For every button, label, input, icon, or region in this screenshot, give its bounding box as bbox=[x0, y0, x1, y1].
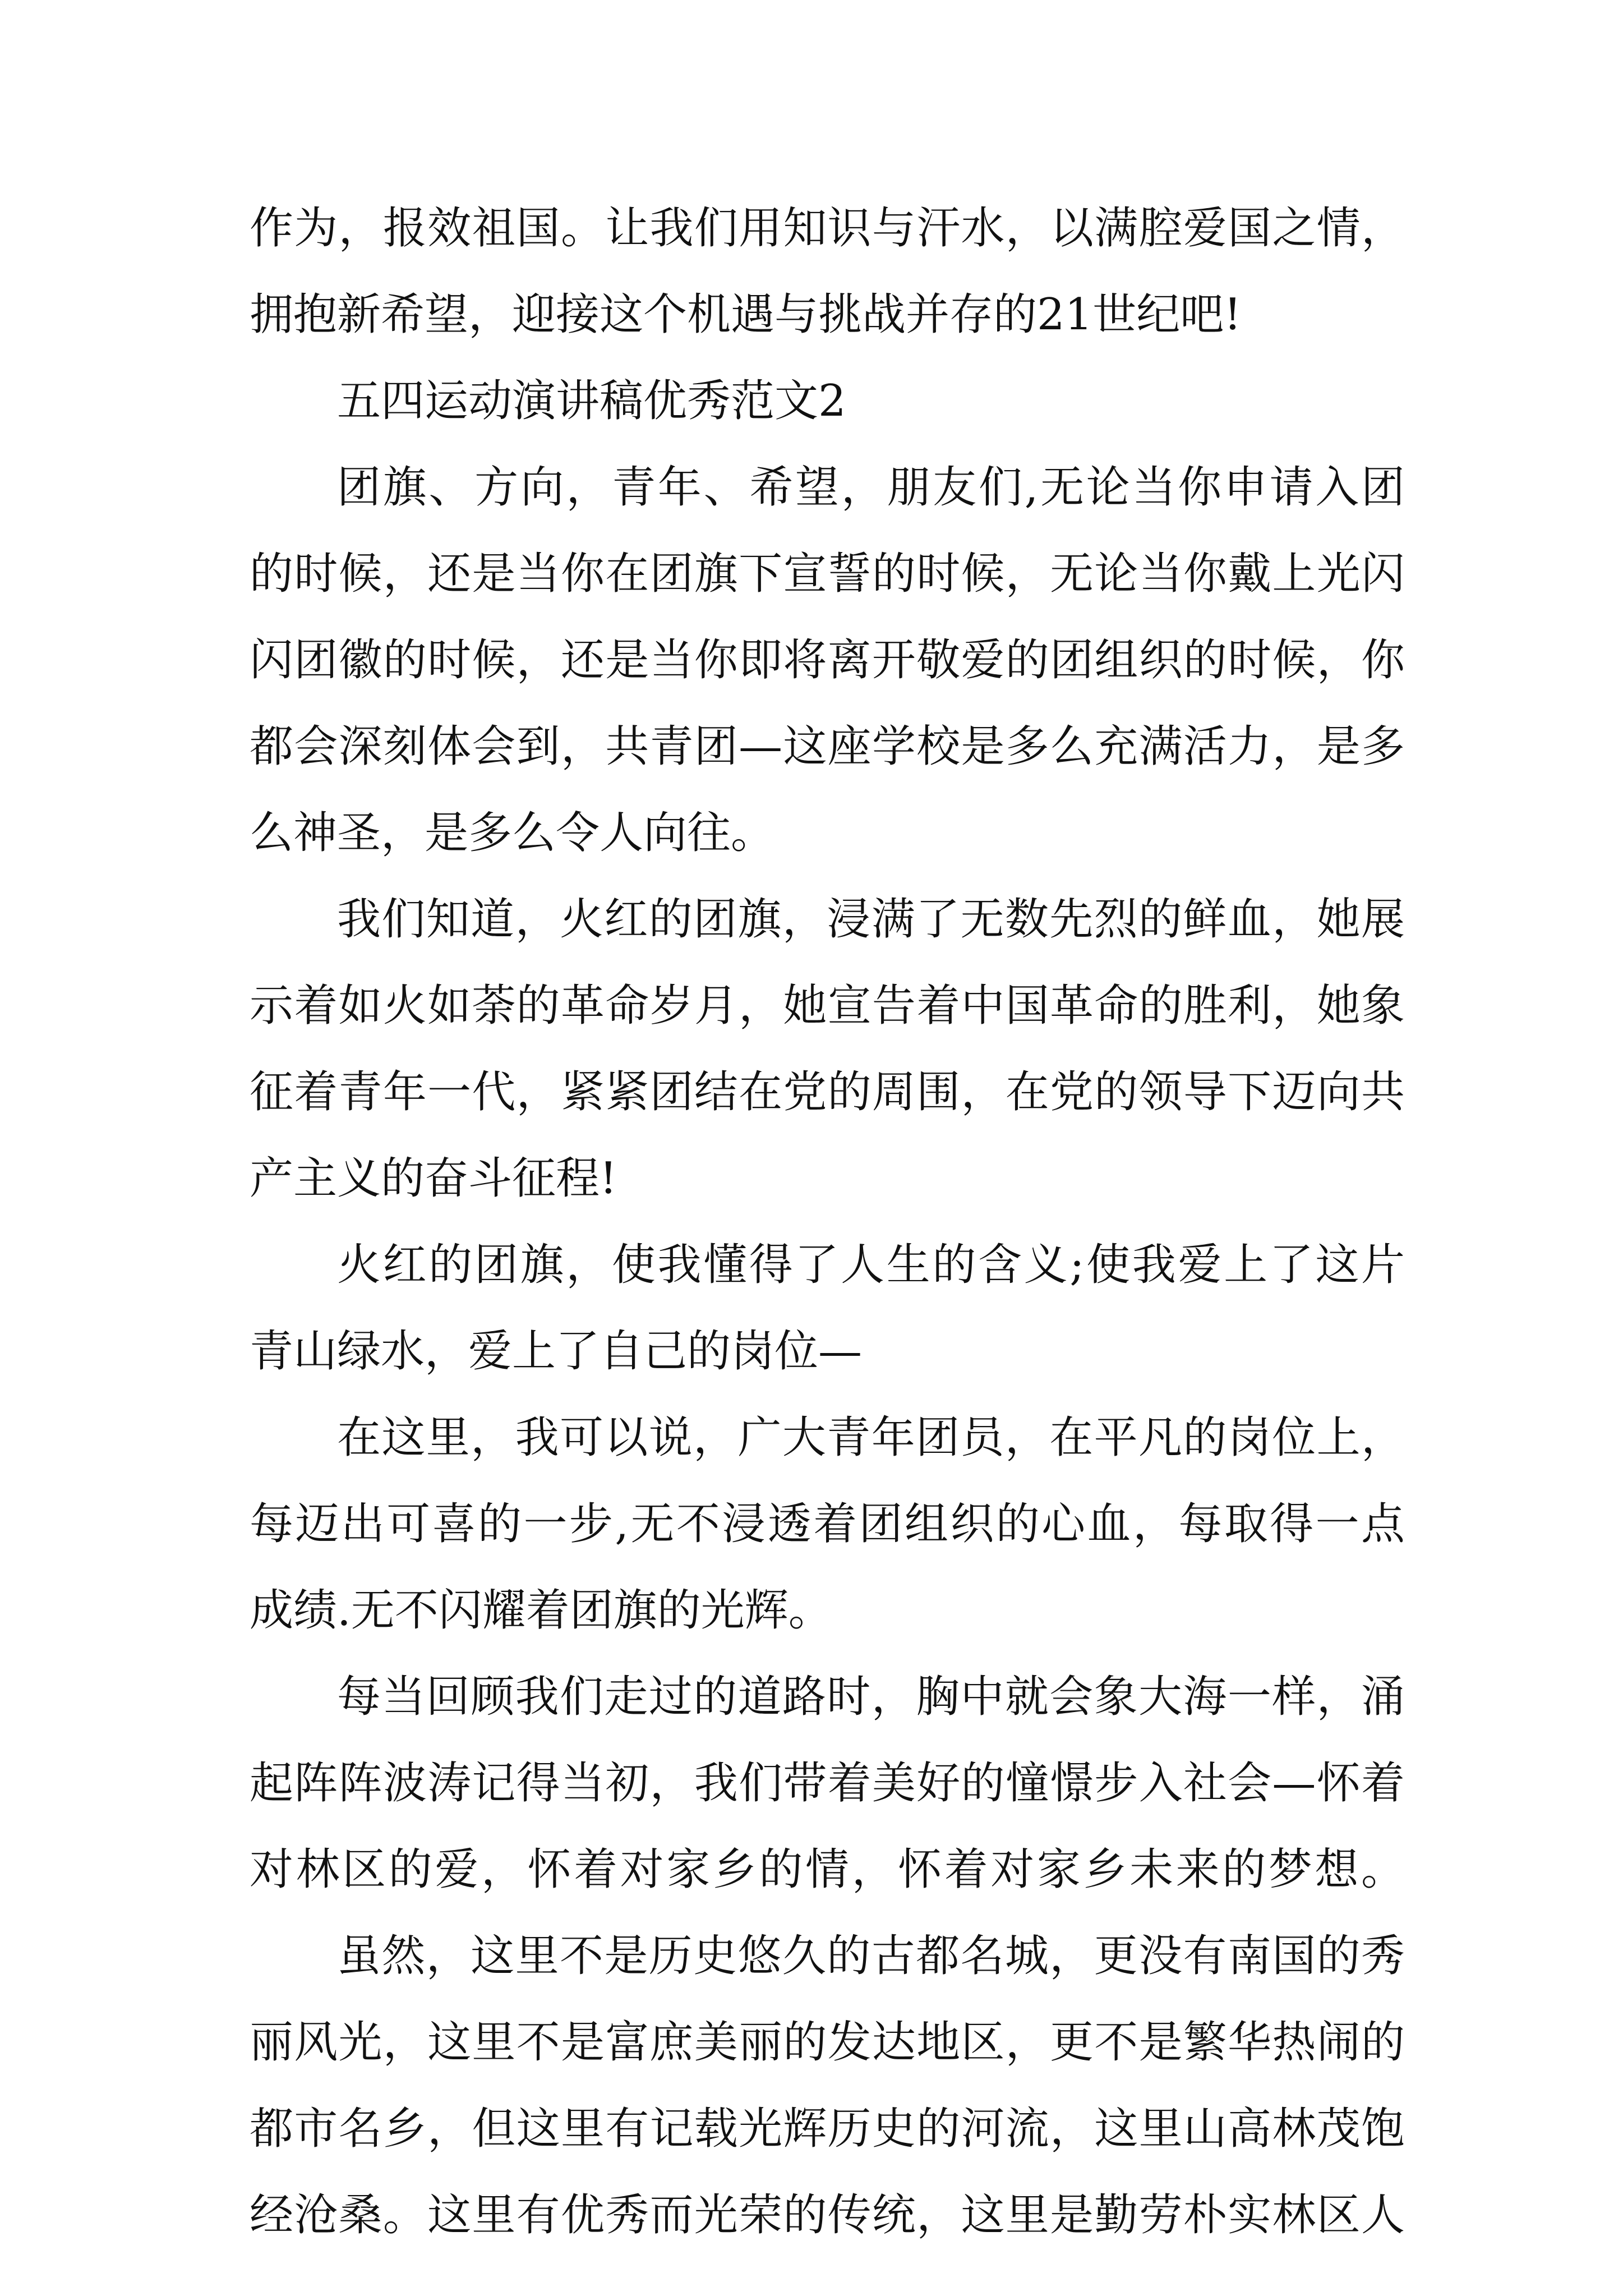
text-line: 对林区的爱，怀着对家乡的情，怀着对家乡未来的梦想。 bbox=[250, 1844, 1405, 1895]
text-line: 征着青年一代，紧紧团结在党的周围，在党的领导下迈向共 bbox=[250, 1067, 1405, 1117]
paragraph-first-line: 每当回顾我们走过的道路时，胸中就会象大海一样，涌 bbox=[337, 1672, 1405, 1722]
paragraph-first-line: 虽然，这里不是历史悠久的古都名城，更没有南国的秀 bbox=[337, 1931, 1405, 1981]
text-line: 都市名乡，但这里有记载光辉历史的河流，这里山高林茂饱 bbox=[250, 2104, 1405, 2154]
paragraph-first-line: 在这里，我可以说，广大青年团员，在平凡的岗位上， bbox=[337, 1412, 1405, 1463]
text-line: 作为，报效祖国。让我们用知识与汗水，以满腔爱国之情， bbox=[250, 203, 1405, 254]
text-line: 经沧桑。这里有优秀而光荣的传统，这里是勤劳朴实林区人 bbox=[250, 2190, 1405, 2240]
text-line: 示着如火如荼的革命岁月，她宣告着中国革命的胜利，她象 bbox=[250, 981, 1405, 1031]
paragraph-first-line: 我们知道，火红的团旗，浸满了无数先烈的鲜血，她展 bbox=[337, 894, 1405, 945]
paragraph-first-line: 团旗、方向，青年、希望，朋友们,无论当你申请入团 bbox=[337, 462, 1405, 513]
text-line: 闪团徽的时候，还是当你即将离开敬爱的团组织的时候，你 bbox=[250, 635, 1405, 685]
text-line: 青山绿水，爱上了自己的岗位— bbox=[250, 1326, 863, 1377]
paragraph-first-line: 五四运动演讲稿优秀范文2 bbox=[337, 376, 846, 426]
text-line: 成绩.无不闪耀着团旗的光辉。 bbox=[250, 1585, 832, 1636]
text-line: 么神圣，是多么令人向往。 bbox=[250, 808, 775, 858]
document-body bbox=[250, 185, 1405, 2258]
text-line: 的时候，还是当你在团旗下宣誓的时候，无论当你戴上光闪 bbox=[250, 549, 1405, 599]
text-line: 产主义的奋斗征程! bbox=[250, 1153, 617, 1204]
text-line: 拥抱新希望，迎接这个机遇与挑战并存的21世纪吧! bbox=[250, 289, 1242, 340]
text-line: 起阵阵波涛记得当初，我们带着美好的憧憬步入社会—怀着 bbox=[250, 1758, 1405, 1809]
text-line: 丽风光，这里不是富庶美丽的发达地区，更不是繁华热闹的 bbox=[250, 2017, 1405, 2068]
paragraph-first-line: 火红的团旗，使我懂得了人生的含义;使我爱上了这片 bbox=[337, 1240, 1405, 1290]
text-line: 都会深刻体会到，共青团—这座学校是多么充满活力，是多 bbox=[250, 721, 1405, 772]
text-line: 每迈出可喜的一步,无不浸透着团组织的心血，每取得一点 bbox=[250, 1499, 1405, 1549]
